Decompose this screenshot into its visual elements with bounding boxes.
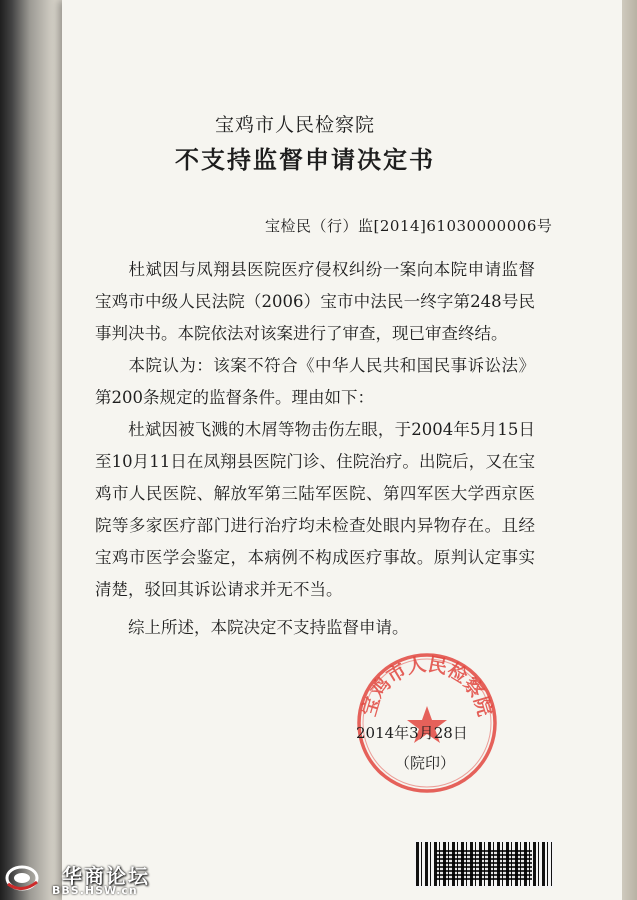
binder-edge — [0, 0, 70, 900]
paragraph-opinion — [95, 350, 535, 414]
watermark-url: BBS.HSW.cn — [52, 884, 138, 897]
barcode-pattern — [436, 850, 532, 880]
watermark-site-name: 华商论坛 — [62, 864, 150, 888]
paragraph-conclusion — [95, 612, 535, 644]
paragraph-case-summary — [95, 254, 535, 350]
issuing-organization: 宝鸡市人民检察院 — [215, 114, 376, 136]
seal-text-path: 宝鸡市人民检察院 — [358, 653, 496, 719]
document-number: 宝检民（行）监[2014]61030000006号 — [265, 217, 553, 235]
signature-seal-label: （院印） — [395, 754, 456, 772]
paragraph-text: 综上所述，本院决定不支持监督申请。 — [128, 618, 409, 637]
barcode — [414, 840, 554, 888]
watermark-logo-icon — [4, 862, 40, 892]
paragraph-reasons — [95, 414, 535, 606]
paragraph-text: 杜斌因被飞溅的木屑等物击伤左眼，于2004年5月15日至10月11日在凤翔县医院门诊、住院治疗。出院后，又在宝鸡市人民医院、解放军第三陆军医院、第四军医大学西京医院等多家医疗部门进行治疗均未检查处眼内异物存在。且经宝鸡市医学会鉴定，本病例不构成医疗事故。原判认定事实清楚，驳回其诉讼请求并无不当。 — [95, 420, 535, 599]
document-title: 不支持监督申请决定书 — [175, 146, 435, 174]
signature-date: 2014年3月28日 — [356, 724, 468, 742]
page-edge — [622, 0, 637, 900]
paragraph-text: 本院认为：该案不符合《中华人民共和国民事诉讼法》第200条规定的监督条件。理由如下： — [95, 356, 535, 407]
paragraph-text: 杜斌因与凤翔县医院医疗侵权纠纷一案向本院申请监督宝鸡市中级人民法院（2006）宝市中法民一终字第248号民事判决书。本院依法对该案进行了审查，现已审查终结。 — [95, 260, 535, 343]
site-watermark — [0, 852, 170, 900]
